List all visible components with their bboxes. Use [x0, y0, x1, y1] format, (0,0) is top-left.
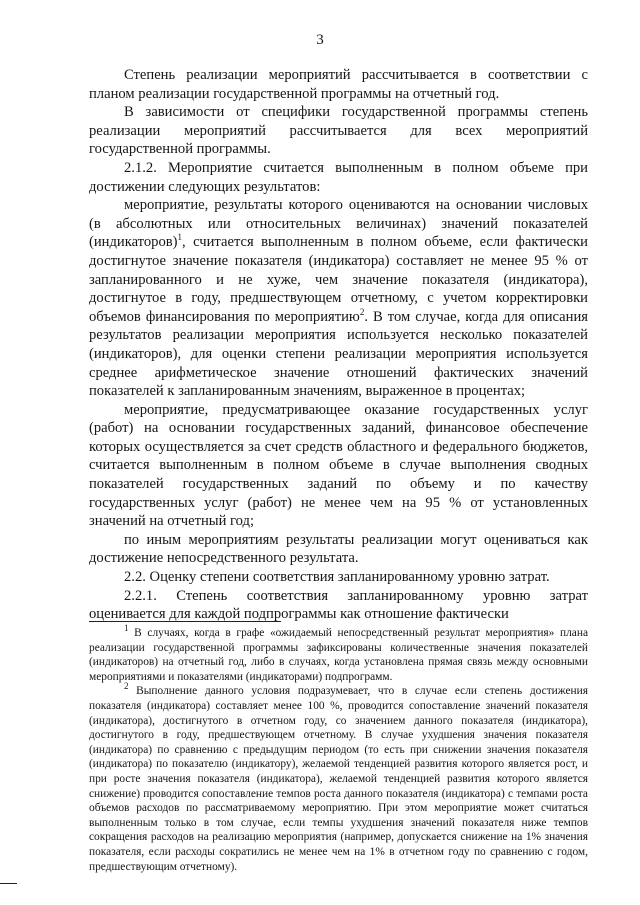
- paragraph: 2.1.2. Мероприятие считается выполненным в полном объеме при достижении следующих результатов:: [89, 159, 588, 195]
- footnote-text: Выполнение данного условия подразумевает, что в случае если степень достижения показателя (индикатора) составляет менее 100 %, проводится сопоставление значений показателя (индикатора), достигнутого в отчетном году, со значением данного показателя (индикатора), достигнутого в году, предшествующем отчетному. В случае ухудшения значения показателя (индикатора) по сравнению с предыдущим периодом (то есть при снижении значения показателя (индикатора) по показателю (индикатору), желаемой тенденцией развития которого является рост, и при росте значения показателя (индикатора), желаемой тенденцией развития которого является снижение) проводится сопоставление темпов роста данного показателя (индикатора) с темпами роста объемов расходов по рассматриваемому мероприятию. При этом мероприятие может считаться выполненным только в том случае, если темпы ухудшения значений показателя ниже темпов сокращения расходов на реализацию мероприятия (например, допускается снижение на 1% значения показателя, если расходы сократились не менее чем на 1% в отчетном году по сравнению с годом, предшествующим отчетному).: [89, 685, 588, 873]
- paragraph: мероприятие, предусматривающее оказание государственных услуг (работ) на основании государственных заданий, финансовое обеспечение которых осуществляется за счет средств областного и федерального бюджетов, считается выполненным в полном объеме в случае выполнения сводных показателей государственных заданий по объему и по качеству государственных услуг (работ) не менее чем на 95 % от установленных значений на отчетный год;: [89, 401, 588, 530]
- paragraph: [89, 196, 588, 401]
- paragraph-text: , считается выполненным в полном объеме, если фактически достигнутое значение показателя (индикатора) составляет не менее 95 % от запланированного и не хуже, чем значение показателя (индикатора), достигнутое в году, предшествующем отчетному, с учетом корректировки объемов финансирования по мероприятию: [89, 234, 588, 325]
- paragraph-text: мероприятие, результаты которого оцениваются на основании числовых (в абсолютных или относительных величинах) значений показателей (индикаторов): [89, 197, 588, 251]
- footnote-ref-2: 2: [359, 306, 365, 317]
- scan-edge-mark: [0, 883, 17, 884]
- page-number: 3: [316, 32, 324, 48]
- footnotes: [89, 623, 588, 874]
- paragraph: 2.2.1. Степень соответствия запланированному уровню затрат оценивается для каждой подпрограммы как отношение фактически: [89, 587, 588, 623]
- paragraph: В зависимости от специфики государственной программы степень реализации мероприятий рассчитывается для всех мероприятий государственной программы.: [89, 104, 588, 158]
- footnote: [89, 681, 588, 874]
- footnote-text: В случаях, когда в графе «ожидаемый непосредственный результат мероприятия» плана реализации государственной программы зафиксированы количественные значения показателей (индикаторов) на отчетный год, либо в случаях, когда установлена прямая связь между основными мероприятиями и показателями (индикаторами) подпрограмм.: [89, 627, 588, 683]
- footnote-marker: 2: [124, 681, 129, 692]
- paragraph: по иным мероприятиям результаты реализации могут оцениваться как достижение непосредственного результата.: [89, 531, 588, 567]
- body-text: [89, 66, 588, 624]
- paragraph-text: . В том случае, когда для описания результатов реализации мероприятия используется несколько показателей (индикаторов), для оценки степени реализации мероприятия используется среднее арифметическое значение отношений фактических значений показателей к запланированным значениям, выраженное в процентах;: [89, 308, 588, 400]
- footnote-ref-1: 1: [177, 232, 183, 243]
- paragraph: 2.2. Оценку степени соответствия запланированному уровню затрат.: [124, 569, 550, 586]
- footnote-marker: 1: [124, 623, 129, 634]
- footnote: [89, 623, 588, 684]
- footnote-separator: [89, 621, 281, 622]
- paragraph: Степень реализации мероприятий рассчитывается в соответствии с планом реализации государственной программы на отчетный год.: [89, 67, 588, 102]
